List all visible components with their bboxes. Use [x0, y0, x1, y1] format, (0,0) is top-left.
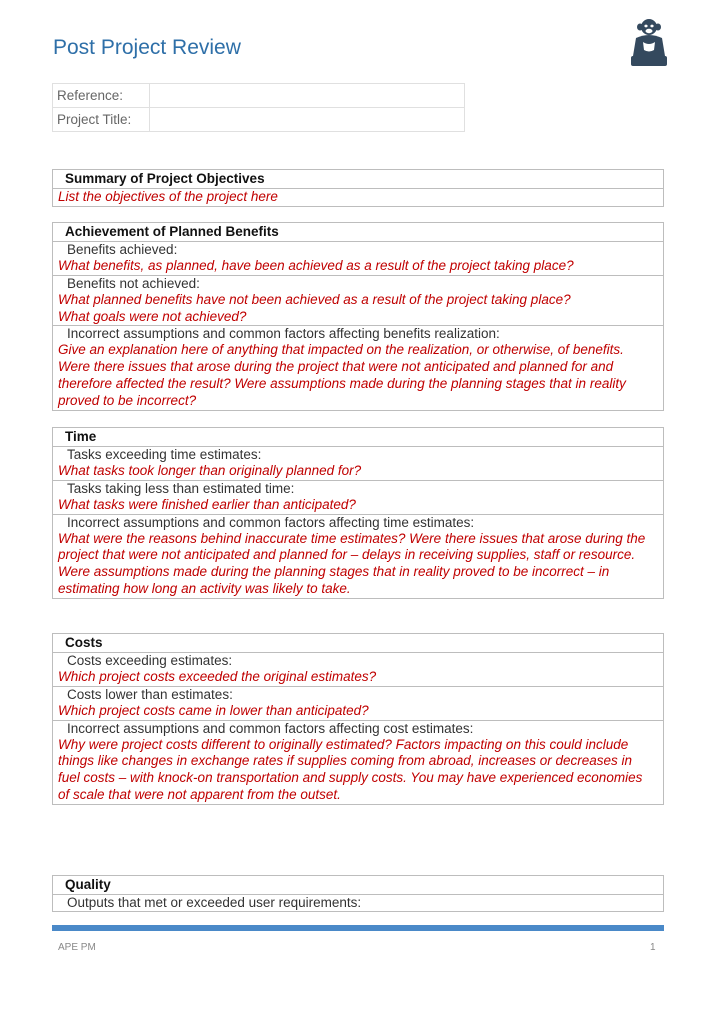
benefits-achieved-cell[interactable] — [53, 242, 663, 275]
costs-assumptions-text: Why were project costs different to originally estimated? Factors impacting on this could include things like changes in exchange rates if supplies coming from abroad, increases or decreases in fuel costs – with knock-on transportation and supply costs. You may have experienced economies of scale that were not apparent from the outset. — [58, 736, 643, 802]
costs-assumptions-label: Incorrect assumptions and common factors affecting cost estimates: — [67, 720, 474, 736]
costs-exceeding-cell[interactable] — [53, 653, 663, 686]
time-assumptions-text: What were the reasons behind inaccurate time estimates? Were there issues that arose during the project that were not anticipated and planned for – delays in receiving supplies, staff or resource. Were assumptions made during the planning stages that in reality proved to be incorrect – in estimating how long an activity was likely to take. — [58, 530, 646, 596]
benefits-assumptions-cell[interactable] — [53, 325, 663, 409]
benefits-not-achieved-label: Benefits not achieved: — [67, 275, 200, 291]
time-less-cell[interactable] — [53, 480, 663, 514]
benefits-not-achieved-text-2: What goals were not achieved? — [58, 308, 247, 324]
costs-assumptions-cell[interactable] — [53, 720, 663, 804]
quality-section — [52, 875, 664, 912]
benefits-not-achieved-text-1: What planned benefits have not been achieved as a result of the project taking place? — [58, 291, 571, 307]
time-section — [52, 427, 664, 599]
benefits-assumptions-label: Incorrect assumptions and common factors affecting benefits realization: — [67, 326, 500, 342]
time-exceeding-cell[interactable] — [53, 447, 663, 480]
footer-left-text: APE PM — [58, 942, 96, 953]
benefits-heading: Achievement of Planned Benefits — [53, 223, 663, 242]
costs-heading: Costs — [53, 634, 663, 653]
objectives-heading: Summary of Project Objectives — [53, 170, 663, 189]
time-heading: Time — [53, 428, 663, 447]
time-assumptions-cell[interactable] — [53, 514, 663, 598]
reference-row — [53, 84, 465, 108]
project-title-row — [53, 108, 465, 132]
time-exceeding-label: Tasks exceeding time estimates: — [67, 447, 262, 462]
time-assumptions-label: Incorrect assumptions and common factors affecting time estimates: — [67, 514, 475, 530]
benefits-assumptions-text: Give an explanation here of anything that impacted on the realization, or otherwise, of benefits. Were there issues that arose during the project that were not anticipated and planned for and therefore affected the result? Were assumptions made during the planning stages that in reality proved to be incorrect? — [58, 342, 626, 408]
objectives-cell[interactable] — [53, 189, 663, 206]
quality-outputs-cell[interactable] — [53, 895, 663, 911]
benefits-achieved-text: What benefits, as planned, have been achieved as a result of the project taking place? — [58, 258, 574, 273]
reference-label: Reference: — [53, 84, 150, 108]
costs-lower-label: Costs lower than estimates: — [67, 686, 233, 702]
page-number: 1 — [650, 942, 656, 953]
page-title: Post Project Review — [53, 36, 241, 59]
monkey-logo-icon — [628, 16, 670, 68]
costs-exceeding-text: Which project costs exceeded the original estimates? — [58, 669, 377, 684]
project-title-label: Project Title: — [53, 108, 150, 132]
quality-outputs-label: Outputs that met or exceeded user requirements: — [67, 895, 362, 910]
benefits-achieved-label: Benefits achieved: — [67, 242, 178, 257]
costs-section — [52, 633, 664, 805]
time-less-text: What tasks were finished earlier than anticipated? — [58, 496, 356, 512]
costs-lower-text: Which project costs came in lower than anticipated? — [58, 702, 369, 718]
reference-field[interactable] — [150, 84, 465, 108]
project-title-field[interactable] — [150, 108, 465, 132]
costs-exceeding-label: Costs exceeding estimates: — [67, 653, 233, 668]
objectives-text: List the objectives of the project here — [58, 189, 278, 204]
benefits-not-achieved-cell[interactable] — [53, 275, 663, 326]
project-info-table — [52, 83, 465, 132]
objectives-section — [52, 169, 664, 207]
time-less-label: Tasks taking less than estimated time: — [67, 480, 295, 496]
time-exceeding-text: What tasks took longer than originally planned for? — [58, 463, 362, 478]
benefits-section — [52, 222, 664, 411]
footer-bar — [52, 925, 664, 931]
quality-heading: Quality — [53, 876, 663, 895]
costs-lower-cell[interactable] — [53, 686, 663, 720]
